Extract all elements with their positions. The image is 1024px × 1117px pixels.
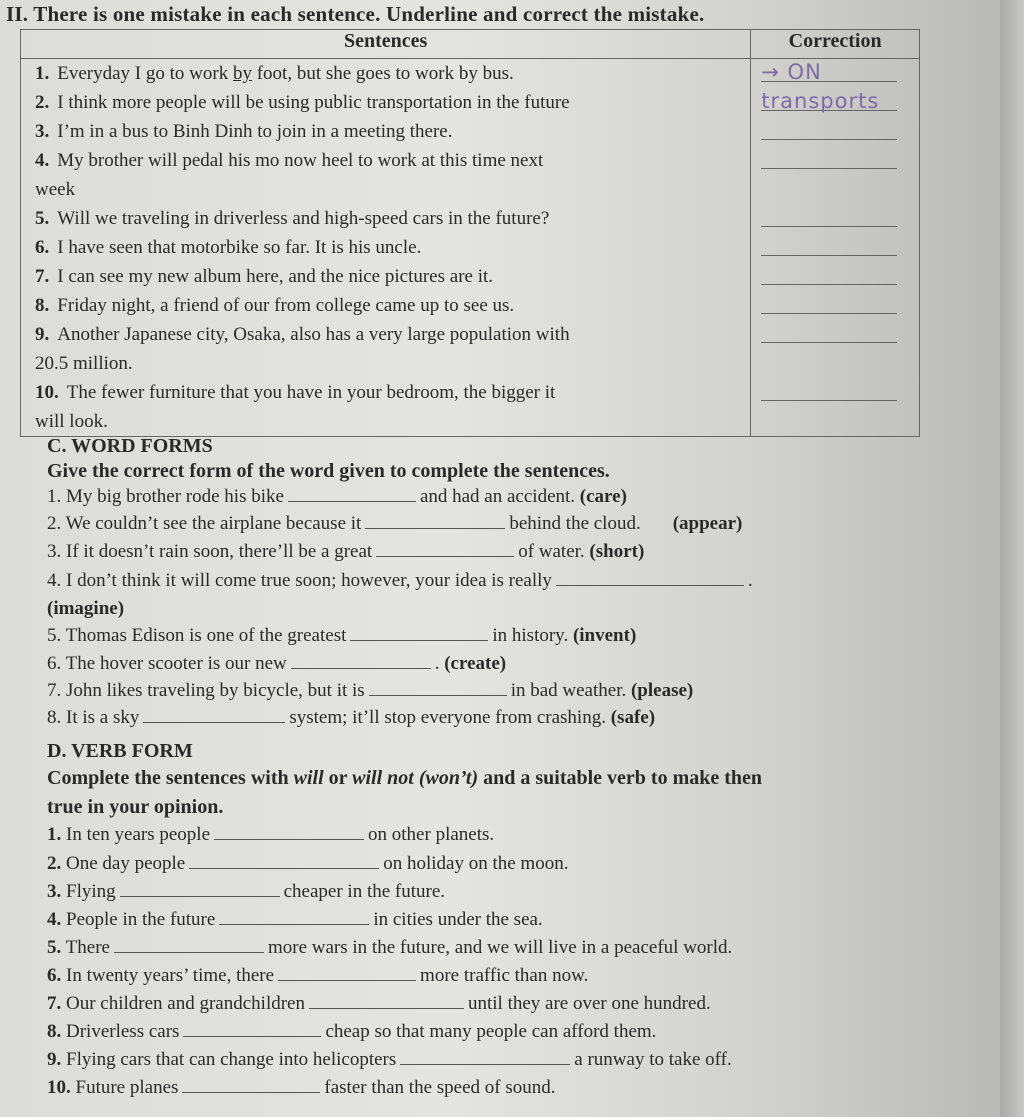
word-form-item: 7. John likes traveling by bicycle, but it is in bad weather. (please): [47, 680, 694, 701]
sentence-row-continuation: week: [35, 179, 76, 200]
underlined-mistake: by: [232, 63, 252, 84]
answer-blank[interactable]: [309, 994, 464, 1009]
sentence-row: 2. I think more people will be using public transportation in the future: [35, 92, 570, 113]
sentence-row: 9. Another Japanese city, Osaka, also has a very large population with: [35, 324, 570, 345]
verb-form-title: D. VERB FORM: [47, 740, 193, 762]
sentence-row: 10. The fewer furniture that you have in your bedroom, the bigger it: [35, 382, 556, 403]
word-forms-instruction: Give the correct form of the word given to complete the sentences.: [47, 460, 610, 482]
answer-blank[interactable]: [369, 681, 507, 696]
correction-blank[interactable]: [751, 59, 919, 88]
correction-blank[interactable]: [751, 146, 919, 175]
answer-blank[interactable]: [114, 938, 264, 953]
verb-form-instruction: Complete the sentences with will or will not (won’t) and a suitable verb to make then: [47, 767, 763, 789]
verb-form-item: 3. Flying cheaper in the future.: [47, 881, 446, 902]
correction-blank[interactable]: [751, 233, 919, 262]
answer-blank[interactable]: [376, 542, 514, 557]
answer-blank[interactable]: [182, 1078, 320, 1093]
page-edge: [1000, 0, 1024, 1117]
answer-blank[interactable]: [214, 825, 364, 840]
verb-form-item: 1. In ten years people on other planets.: [47, 824, 495, 845]
answer-blank[interactable]: [183, 1022, 321, 1037]
verb-form-item: 7. Our children and grandchildren until they are over one hundred.: [47, 993, 711, 1014]
correction-blank[interactable]: [751, 378, 919, 407]
answer-blank[interactable]: [120, 882, 280, 897]
handwritten-correction: transports: [761, 89, 880, 113]
sentence-row-continuation: will look.: [35, 411, 108, 432]
correction-blank[interactable]: [751, 204, 919, 233]
verb-form-item: 10. Future planes faster than the speed of sound.: [47, 1077, 556, 1098]
correction-blank[interactable]: [751, 291, 919, 320]
verb-form-item: 5. There more wars in the future, and we will live in a peaceful world.: [47, 937, 733, 958]
sentence-row: 7. I can see my new album here, and the nice pictures are it.: [35, 266, 494, 287]
column-header-correction: Correction: [751, 30, 920, 59]
sentence-row-continuation: 20.5 million.: [35, 353, 133, 374]
word-form-item: 3. If it doesn’t rain soon, there’ll be a great of water. (short): [47, 541, 645, 562]
answer-blank[interactable]: [189, 854, 379, 869]
answer-blank[interactable]: [350, 626, 488, 641]
answer-blank[interactable]: [219, 910, 369, 925]
mistake-table: [20, 29, 920, 437]
verb-form-item: 6. In twenty years’ time, there more traffic than now.: [47, 965, 589, 986]
sentence-row: 5. Will we traveling in driverless and high-speed cars in the future?: [35, 208, 550, 229]
word-forms-title: C. WORD FORMS: [47, 435, 213, 457]
word-form-item: 2. We couldn’t see the airplane because it behind the cloud. (appear): [47, 513, 743, 534]
column-header-sentences: Sentences: [21, 30, 751, 59]
answer-blank[interactable]: [291, 654, 431, 669]
correction-blank[interactable]: [751, 320, 919, 349]
word-form-item: 8. It is a sky system; it’ll stop everyone from crashing. (safe): [47, 707, 656, 728]
sentence-row: 3. I’m in a bus to Binh Dinh to join in a meeting there.: [35, 121, 453, 142]
word-form-hint-continuation: (imagine): [47, 598, 125, 619]
answer-blank[interactable]: [400, 1050, 570, 1065]
word-form-item: 5. Thomas Edison is one of the greatest in history. (invent): [47, 625, 637, 646]
word-form-item: 1. My big brother rode his bike and had an accident. (care): [47, 486, 627, 507]
answer-blank[interactable]: [556, 571, 744, 586]
answer-blank[interactable]: [143, 708, 285, 723]
correction-blank[interactable]: [751, 88, 919, 117]
handwritten-correction: → ON: [761, 60, 822, 84]
word-form-item: 4. I don’t think it will come true soon; however, your idea is really .: [47, 570, 753, 591]
answer-blank[interactable]: [288, 487, 416, 502]
section-heading: II. There is one mistake in each sentence. Underline and correct the mistake.: [6, 2, 705, 26]
verb-form-item: 2. One day people on holiday on the moon.: [47, 853, 569, 874]
answer-blank[interactable]: [278, 966, 416, 981]
sentence-row: 4. My brother will pedal his mo now heel to work at this time next: [35, 150, 544, 171]
correction-blank[interactable]: [751, 262, 919, 291]
sentence-row: 8. Friday night, a friend of our from college came up to see us.: [35, 295, 515, 316]
verb-form-instruction-cont: true in your opinion.: [47, 796, 224, 818]
correction-blank[interactable]: [751, 117, 919, 146]
verb-form-item: 8. Driverless cars cheap so that many people can afford them.: [47, 1021, 657, 1042]
answer-blank[interactable]: [365, 514, 505, 529]
sentence-row: 1. Everyday I go to work by foot, but she goes to work by bus.: [35, 63, 514, 84]
word-form-item: 6. The hover scooter is our new . (create): [47, 653, 507, 674]
sentence-row: 6. I have seen that motorbike so far. It is his uncle.: [35, 237, 422, 258]
verb-form-item: 4. People in the future in cities under the sea.: [47, 909, 543, 930]
verb-form-item: 9. Flying cars that can change into helicopters a runway to take off.: [47, 1049, 732, 1070]
